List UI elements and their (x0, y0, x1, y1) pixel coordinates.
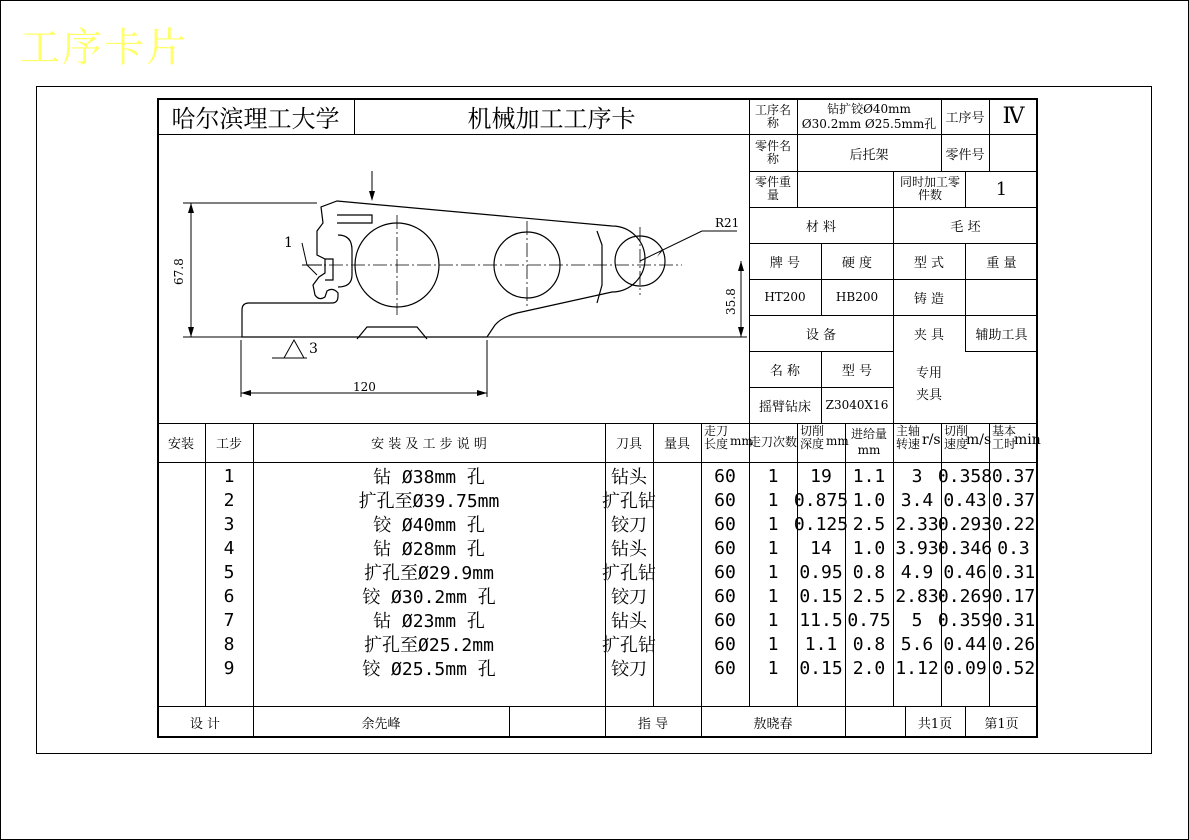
cell-time: 0.31 (991, 561, 1036, 583)
cell-step: 1 (223, 465, 235, 487)
col-feed: 进给量 (850, 426, 887, 441)
cell-speed: 0.43 (943, 489, 987, 511)
cell-speed: 0.09 (943, 657, 987, 679)
col-depth-unit: mm (826, 434, 849, 448)
cell-feed: 0.75 (847, 609, 891, 631)
col-cut-speed: 切削速度 (944, 424, 969, 451)
cell-spindle: 5 (911, 609, 923, 631)
col-feed-unit: mm (857, 443, 881, 457)
equip-name-label: 名 称 (769, 363, 801, 379)
school-name: 哈尔滨理工大学 (171, 104, 340, 133)
col-time: 基本工时 (992, 424, 1017, 451)
cell-feed: 1.1 (852, 465, 886, 487)
cell-speed: 0.293 (937, 513, 993, 535)
blank-label: 毛 坯 (950, 219, 981, 235)
equip-model-value: Z3040X16 (825, 398, 889, 412)
cell-spindle: 2.83 (895, 585, 939, 607)
col-time-unit: min (1014, 432, 1041, 448)
part-no-label: 零件号 (945, 147, 985, 163)
type-value: 铸 造 (913, 291, 945, 307)
cell-step: 2 (223, 489, 235, 511)
cell-spindle: 3.93 (895, 537, 939, 559)
card-title: 机械加工工序卡 (467, 104, 636, 133)
cell-feed: 2.5 (852, 585, 886, 607)
cell-spindle: 3.4 (900, 489, 934, 511)
fixture-value: 专用夹具 (915, 366, 942, 403)
guide-label: 指 导 (637, 716, 669, 732)
cell-length: 60 (714, 465, 736, 487)
aux-tool-label: 辅助工具 (975, 327, 1028, 343)
cell-passes: 1 (767, 633, 779, 655)
part-name-value: 后托架 (849, 147, 889, 163)
page-number: 第1页 (984, 716, 1019, 732)
cell-step: 5 (223, 561, 235, 583)
same-time-label: 同时加工零件数 (899, 175, 960, 202)
cell-depth: 11.5 (799, 609, 843, 631)
part-weight-value (797, 171, 893, 207)
datum-mark-1: 1 (284, 235, 293, 251)
col-install: 安装 (167, 437, 194, 452)
part-no-value (989, 135, 1038, 171)
cell-feed: 1.0 (852, 489, 886, 511)
col-spindle-unit: r/s (922, 432, 941, 448)
cell-desc: 铰 Ø25.5mm 孔 (362, 659, 496, 680)
cell-desc: 扩孔至Ø29.9mm (364, 563, 494, 584)
same-time-value: 1 (995, 178, 1008, 200)
grade-label: 牌 号 (769, 255, 801, 271)
cell-spindle: 1.12 (895, 657, 939, 679)
equip-name-value: 摇臂钻床 (758, 399, 811, 415)
cell-speed: 0.44 (943, 633, 987, 655)
equip-model-label: 型 号 (841, 363, 873, 379)
cell-step: 6 (223, 585, 235, 607)
cell-depth: 0.15 (799, 585, 843, 607)
col-spindle: 主轴转速 (896, 424, 921, 451)
cell-speed: 0.46 (943, 561, 987, 583)
col-step: 工步 (215, 437, 242, 452)
cell-depth: 0.125 (793, 513, 849, 535)
design-label: 设 计 (189, 716, 221, 732)
cell-depth: 19 (810, 465, 832, 487)
process-name-label: 工序名称 (755, 103, 792, 130)
cell-passes: 1 (767, 585, 779, 607)
guide-name: 敖晓春 (753, 716, 793, 732)
cell-depth: 1.1 (804, 633, 838, 655)
designer-name: 余先峰 (361, 716, 401, 732)
datum-mark-3: 3 (309, 341, 318, 357)
process-no-label: 工序号 (945, 110, 985, 126)
cell-desc: 铰 Ø40mm 孔 (373, 515, 485, 536)
col-cut-speed-unit: m/s (966, 432, 992, 448)
cell-spindle: 2.33 (895, 513, 939, 535)
page-title: 工序卡片 (20, 25, 188, 71)
cell-passes: 1 (767, 561, 779, 583)
cell-time: 0.22 (991, 513, 1036, 535)
cell-step: 7 (223, 609, 235, 631)
part-weight-label: 零件重量 (755, 175, 792, 202)
col-length: 走刀长度 (704, 424, 729, 451)
col-passes: 走刀次数 (749, 435, 798, 449)
cell-desc: 扩孔至Ø25.2mm (364, 635, 494, 656)
cell-spindle: 5.6 (900, 633, 934, 655)
cell-feed: 1.0 (852, 537, 886, 559)
cell-passes: 1 (767, 657, 779, 679)
cell-feed: 2.0 (852, 657, 886, 679)
cell-passes: 1 (767, 513, 779, 535)
part-drawing (157, 135, 749, 423)
weight-value (965, 279, 1038, 315)
cell-passes: 1 (767, 537, 779, 559)
type-label: 型 式 (913, 255, 945, 271)
cell-tool: 钻头 (611, 539, 647, 560)
part-name-label: 零件名称 (755, 139, 792, 166)
cell-tool: 铰刀 (611, 659, 647, 680)
cell-time: 0.37 (991, 465, 1036, 487)
cell-tool: 钻头 (611, 611, 647, 632)
cell-tool: 扩孔钻 (602, 635, 656, 656)
dim-length: 120 (353, 380, 376, 394)
cell-depth: 0.875 (793, 489, 849, 511)
cell-speed: 0.358 (937, 465, 993, 487)
cell-feed: 2.5 (852, 513, 886, 535)
cell-time: 0.37 (991, 489, 1036, 511)
process-no-value: Ⅳ (1002, 103, 1025, 129)
cell-tool: 铰刀 (611, 515, 647, 536)
dim-radius: R21 (715, 216, 740, 230)
dim-height: 67.8 (172, 258, 186, 285)
dim-hole: 35.8 (724, 288, 738, 315)
cell-time: 0.52 (991, 657, 1036, 679)
cell-speed: 0.359 (937, 609, 993, 631)
cell-time: 0.31 (991, 609, 1036, 631)
col-gauge: 量具 (663, 437, 690, 452)
cell-desc: 钻 Ø28mm 孔 (373, 539, 485, 560)
cell-speed: 0.269 (937, 585, 993, 607)
cell-tool: 铰刀 (611, 587, 647, 608)
cell-speed: 0.346 (937, 537, 993, 559)
cell-passes: 1 (767, 465, 779, 487)
material-label: 材 料 (805, 219, 837, 235)
cell-feed: 0.8 (852, 561, 886, 583)
cell-length: 60 (714, 513, 736, 535)
col-length-unit: mm (730, 434, 753, 448)
cell-depth: 0.95 (799, 561, 843, 583)
cell-length: 60 (714, 537, 736, 559)
cell-time: 0.17 (991, 585, 1036, 607)
cell-desc: 铰 Ø30.2mm 孔 (362, 587, 496, 608)
process-name-value: 钻扩铰Ø40mm Ø30.2mm Ø25.5mm孔 (801, 102, 937, 131)
cell-length: 60 (714, 585, 736, 607)
cell-spindle: 3 (911, 465, 923, 487)
equipment-label: 设 备 (805, 327, 837, 343)
grade-value: HT200 (764, 290, 806, 304)
hardness-value: HB200 (835, 290, 879, 304)
cell-step: 9 (223, 657, 235, 679)
col-desc: 安 装 及 工 步 说 明 (371, 437, 487, 452)
cell-desc: 钻 Ø23mm 孔 (373, 611, 485, 632)
col-tool: 刀具 (615, 437, 642, 452)
cell-length: 60 (714, 633, 736, 655)
col-depth: 切削深度 (800, 424, 825, 451)
weight-label: 重 量 (986, 255, 1017, 271)
cell-time: 0.3 (997, 537, 1030, 559)
cell-step: 4 (223, 537, 235, 559)
cell-spindle: 4.9 (900, 561, 934, 583)
cell-step: 3 (223, 513, 235, 535)
fixture-label: 夹 具 (913, 327, 945, 343)
cell-depth: 0.15 (799, 657, 843, 679)
cell-depth: 14 (810, 537, 832, 559)
cell-length: 60 (714, 561, 736, 583)
hardness-label: 硬 度 (841, 255, 873, 271)
cell-step: 8 (223, 633, 235, 655)
cell-feed: 0.8 (852, 633, 886, 655)
cell-length: 60 (714, 657, 736, 679)
cell-length: 60 (714, 609, 736, 631)
cell-length: 60 (714, 489, 736, 511)
cell-passes: 1 (767, 489, 779, 511)
cell-passes: 1 (767, 609, 779, 631)
cell-tool: 扩孔钻 (602, 563, 656, 584)
cell-desc: 扩孔至Ø39.75mm (358, 491, 500, 512)
cell-tool: 钻头 (611, 467, 647, 488)
cell-desc: 钻 Ø38mm 孔 (373, 467, 485, 488)
total-pages: 共1页 (917, 716, 953, 732)
cell-time: 0.26 (991, 633, 1036, 655)
cell-tool: 扩孔钻 (602, 491, 656, 512)
